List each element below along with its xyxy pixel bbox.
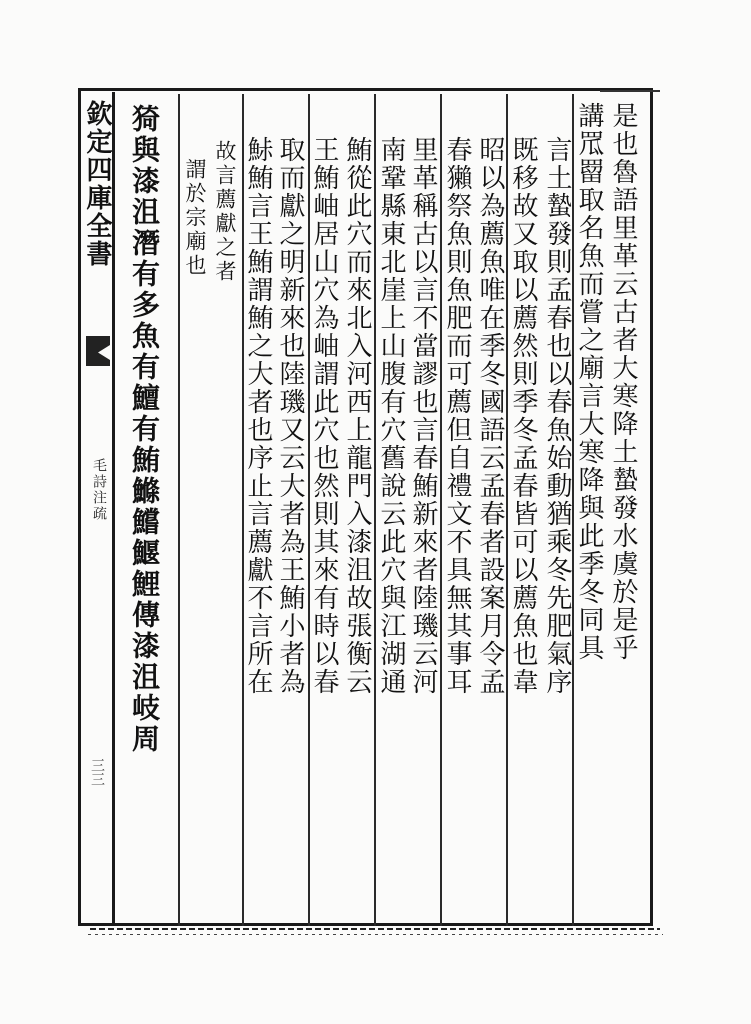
text-column-10: 王鮪岫居山穴為岫謂此穴也然則其來有時以春 <box>309 136 339 696</box>
frame-bottom-rule-faint <box>88 934 663 935</box>
page-number: 三三 <box>89 758 105 786</box>
column-rule <box>178 94 180 926</box>
text-column-14: 謂於宗廟也 <box>183 158 207 278</box>
frame-top-edge <box>600 90 660 92</box>
text-column-11: 取而獻之明新來也陸璣又云大者為王鮪小者為 <box>275 136 305 696</box>
text-column-7: 里革稱古以言不當謬也言春鮪新來者陸璣云河 <box>408 136 438 696</box>
collection-title: 欽定四庫全書 <box>82 100 112 268</box>
text-column-9: 鮪從此穴而來北入河西上龍門入漆沮故張衡云 <box>342 136 372 696</box>
text-column-6: 春獺祭魚則魚肥而可薦但自禮文不具無其事耳 <box>442 136 472 696</box>
margin-divider-line <box>112 92 115 926</box>
text-column-2: 講罛罶取名魚而嘗之廟言大寒降與此季冬同具 <box>574 102 604 662</box>
text-column-8: 南鞏縣東北崖上山腹有穴舊說云此穴與江湖通 <box>376 136 406 696</box>
text-column-5: 昭以為薦魚唯在季冬國語云孟春者設案月令孟 <box>475 136 505 696</box>
text-column-13: 故言薦獻之者 <box>213 140 237 284</box>
text-column-12: 鮛鮪言王鮪謂鮪之大者也序止言薦獻不言所在 <box>243 136 273 696</box>
frame-bottom-rule <box>90 928 660 930</box>
text-column-3: 言土蟄發則孟春也以春魚始動猶乘冬先肥氣序 <box>542 136 572 696</box>
text-column-4: 既移故又取以薦然則季冬孟春皆可以薦魚也韋 <box>508 136 538 696</box>
text-column-1: 是也魯語里革云古者大寒降土蟄發水虞於是乎 <box>608 102 638 662</box>
main-text-column: 猗與漆沮潛有多魚有鱣有鮪鰷鱨鰋鯉傳漆沮岐周 <box>128 104 161 755</box>
book-title: 毛詩注疏 <box>91 458 107 522</box>
